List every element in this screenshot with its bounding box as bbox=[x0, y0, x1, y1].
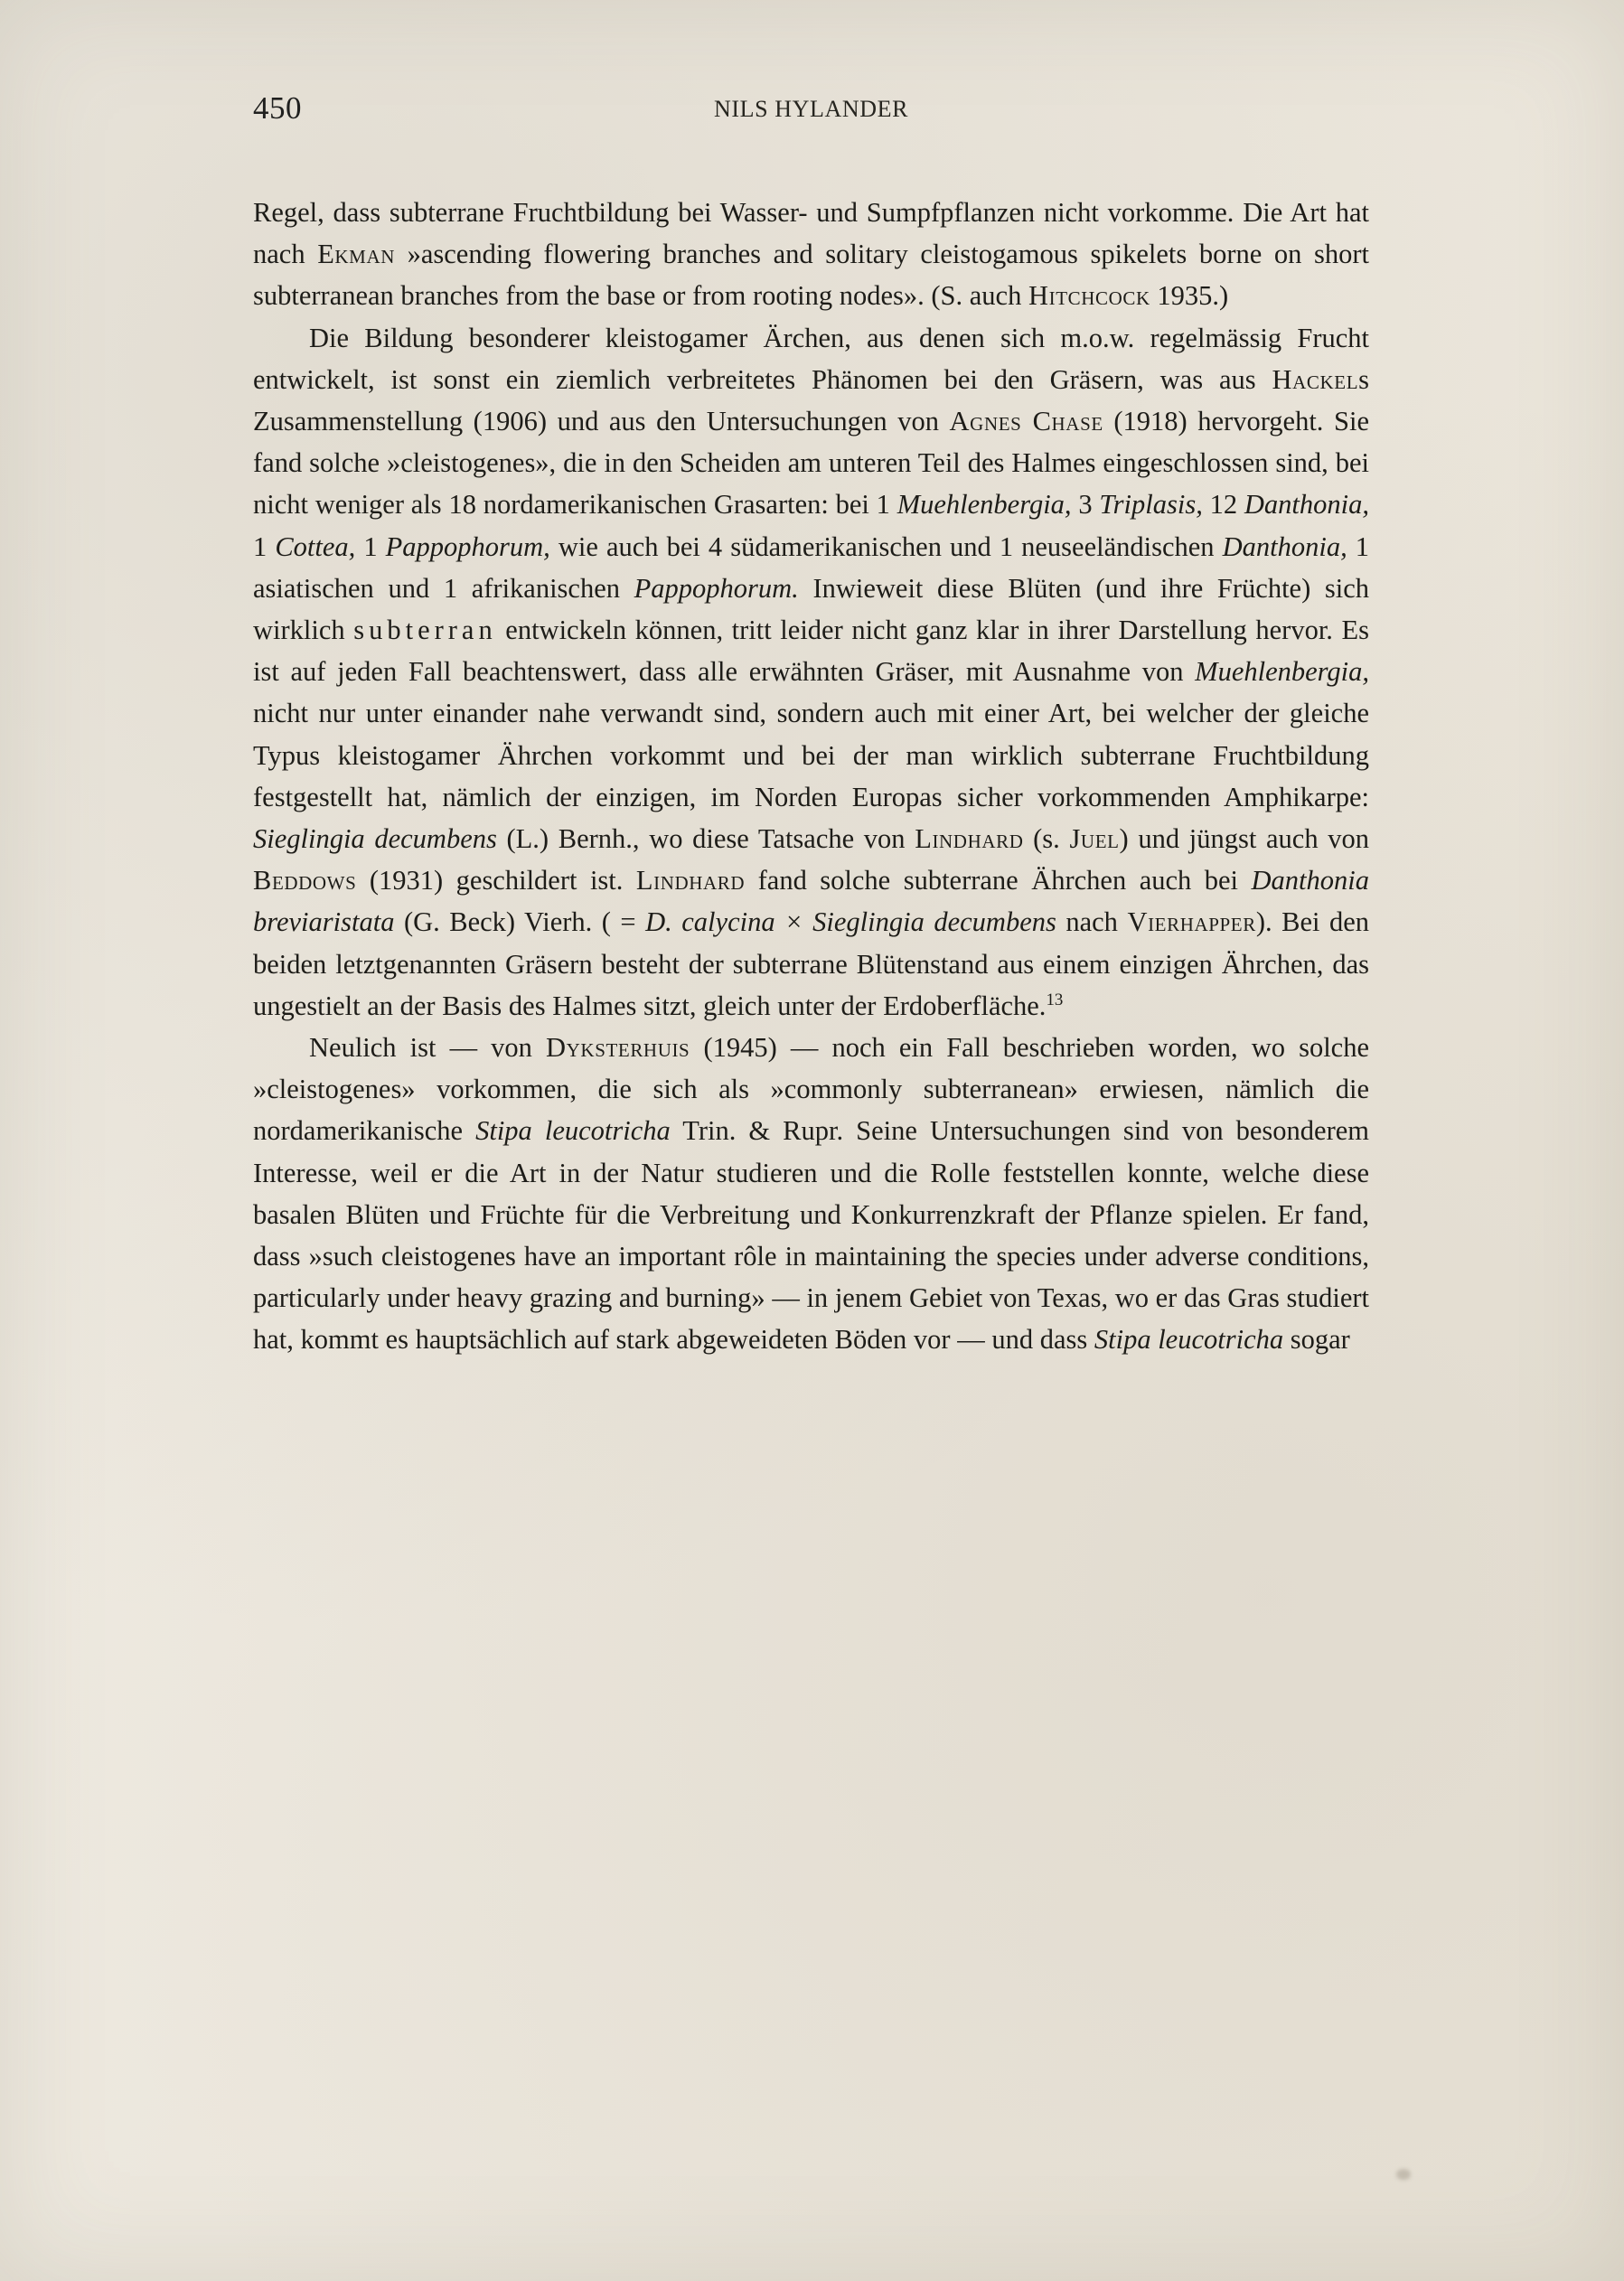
page-number: 450 bbox=[253, 90, 302, 126]
text-run: Die Bildung besonderer kleistogamer Ärchen, aus denen sich m.o.w. regelmässig Frucht entwickelt, ist sonst ein ziemlich verbreitetes Phänomen bei den Gräsern, was aus bbox=[253, 322, 1369, 395]
text-run: 12 bbox=[1202, 489, 1244, 521]
page-header bbox=[253, 90, 1369, 145]
text-run: Inwieweit diese Blüten (und ihre Früchte) sich wirklich bbox=[253, 572, 1370, 646]
paragraph-3 bbox=[253, 1027, 1369, 1361]
text-run: 1 asiatischen und 1 afrikanischen bbox=[253, 530, 1370, 604]
text-run: wie auch bei 4 südamerikanischen und 1 neuseeländischen bbox=[549, 530, 1223, 562]
text-run: sogar bbox=[1283, 1324, 1350, 1356]
body-text bbox=[253, 192, 1369, 1361]
citation-lindhard-2: Lindhard bbox=[635, 865, 746, 896]
text-run: 1 bbox=[253, 530, 276, 562]
text-run: ) und jüngst auch von bbox=[1119, 823, 1369, 855]
taxon-pappophorum: Pappophorum, bbox=[385, 530, 550, 562]
text-run: Neulich ist — von bbox=[309, 1032, 547, 1064]
text-run: 1935.) bbox=[1150, 280, 1229, 312]
citation-hitchcock: Hitchcock bbox=[1028, 280, 1150, 312]
citation-beddows: Beddows bbox=[253, 865, 357, 896]
taxon-danthonia: Danthonia, bbox=[1244, 489, 1370, 521]
citation-juel: Juel bbox=[1069, 823, 1120, 855]
footnote-marker: 13 bbox=[1046, 990, 1064, 1009]
paper-smudge bbox=[1396, 2169, 1411, 2180]
text-run: »ascending flowering branches and solitary cleistogamous spikelets borne on short subterranean branches from the base or from rooting nodes». (S. auch bbox=[253, 239, 1369, 312]
text-run: (G. Beck) Vierh. ( = bbox=[394, 906, 646, 938]
taxon-triplasis: Triplasis, bbox=[1099, 489, 1203, 521]
citation-lindhard: Lindhard bbox=[915, 823, 1024, 855]
text-run: nach bbox=[1056, 906, 1128, 938]
citation-vierhapper: Vierhapper bbox=[1127, 906, 1256, 938]
citation-agnes-chase: Agnes Chase bbox=[949, 406, 1103, 437]
taxon-pappophorum-2: Pappophorum. bbox=[634, 572, 799, 604]
text-run: (1931) geschildert ist. bbox=[356, 865, 636, 896]
text-run: (1918) hervorgeht. Sie fand solche »cleistogenes», die in den Scheiden am unteren Teil des Halmes eingeschlossen sind, bei nicht weniger als 18 nordamerikanischen Grasarten: bei 1 bbox=[253, 406, 1369, 521]
text-run: 3 bbox=[1071, 489, 1100, 521]
text-run: Trin. & Rupr. Seine Untersuchungen sind von besonderem Interesse, weil er die Art in der Natur studieren und die Rolle feststellen konnte, welche diese basalen Blüten und Früchte für die Verbreitung und Konkurrenzkraft der Pflanze spielen. Er fand, dass »such cleistogenes have an important rôle in maintaining the species under adverse conditions, particularly under heavy grazing and burning» — in jenem Gebiet von Texas, wo er das Gras studiert hat, kommt es hauptsächlich auf stark abgeweideten Böden vor — und dass bbox=[253, 1115, 1369, 1356]
paragraph-1 bbox=[253, 192, 1369, 317]
text-run: (1945) — noch ein Fall beschrieben worden, wo solche »cleistogenes» vorkommen, die sich als »commonly subterranean» erwiesen, nämlich die nordamerikanische bbox=[253, 1032, 1370, 1147]
text-run: ). Bei den beiden letztgenannten Gräsern besteht der subterrane Blütenstand aus einem einzigen Ährchen, das ungestielt an der Basis des Halmes sitzt, gleich unter der Erdoberfläche. bbox=[253, 906, 1369, 1021]
taxon-sieglingia-decumbens: Sieglingia decumbens bbox=[253, 823, 497, 855]
citation-ekman: Ekman bbox=[317, 239, 395, 270]
taxon-calycina-hybrid: D. calycina × Sieglingia decumbens bbox=[645, 906, 1056, 938]
taxon-danthonia-breviaristata: Danthonia breviaristata bbox=[253, 865, 1369, 938]
taxon-muehlenbergia-2: Muehlenbergia, bbox=[1195, 656, 1369, 688]
citation-hackel: Hackel bbox=[1272, 363, 1359, 395]
page-content bbox=[253, 90, 1369, 1361]
text-run: (L.) Bernh., wo diese Tatsache von bbox=[496, 823, 915, 855]
text-run: 1 bbox=[355, 530, 386, 562]
running-head: NILS HYLANDER bbox=[713, 96, 909, 122]
text-run: (s. bbox=[1023, 823, 1070, 855]
taxon-stipa-leucotricha: Stipa leucotricha bbox=[475, 1115, 671, 1147]
taxon-muehlenbergia: Muehlenbergia, bbox=[896, 489, 1072, 521]
taxon-danthonia-2: Danthonia, bbox=[1222, 530, 1347, 562]
taxon-cottea: Cottea, bbox=[275, 530, 356, 562]
emphasis-subterran: subterran bbox=[353, 615, 497, 646]
text-run: entwickeln können, tritt leider nicht ganz klar in ihrer Darstellung hervor. Es ist auf jeden Fall beachtenswert, dass alle erwähnten Gräser, mit Ausnahme von bbox=[253, 615, 1369, 688]
paragraph-2 bbox=[253, 317, 1369, 1027]
text-run: s Zusammenstellung (1906) und aus den Untersuchungen von bbox=[253, 363, 1369, 437]
text-run: fand solche subterrane Ährchen auch bei bbox=[745, 865, 1252, 896]
citation-dyksterhuis: Dyksterhuis bbox=[546, 1032, 690, 1064]
text-run: Regel, dass subterrane Fruchtbildung bei Wasser- und Sumpfpflanzen nicht vorkomme. Die Art hat nach bbox=[253, 197, 1369, 270]
taxon-stipa-leucotricha-2: Stipa leucotricha bbox=[1094, 1324, 1284, 1356]
text-run: nicht nur unter einander nahe verwandt sind, sondern auch mit einer Art, bei welcher der gleiche Typus kleistogamer Ährchen vorkommt und bei der man wirklich subterrane Fruchtbildung festgestellt hat, nämlich der einzigen, im Norden Europas sicher vorkommenden Amphikarpe: bbox=[253, 698, 1369, 812]
